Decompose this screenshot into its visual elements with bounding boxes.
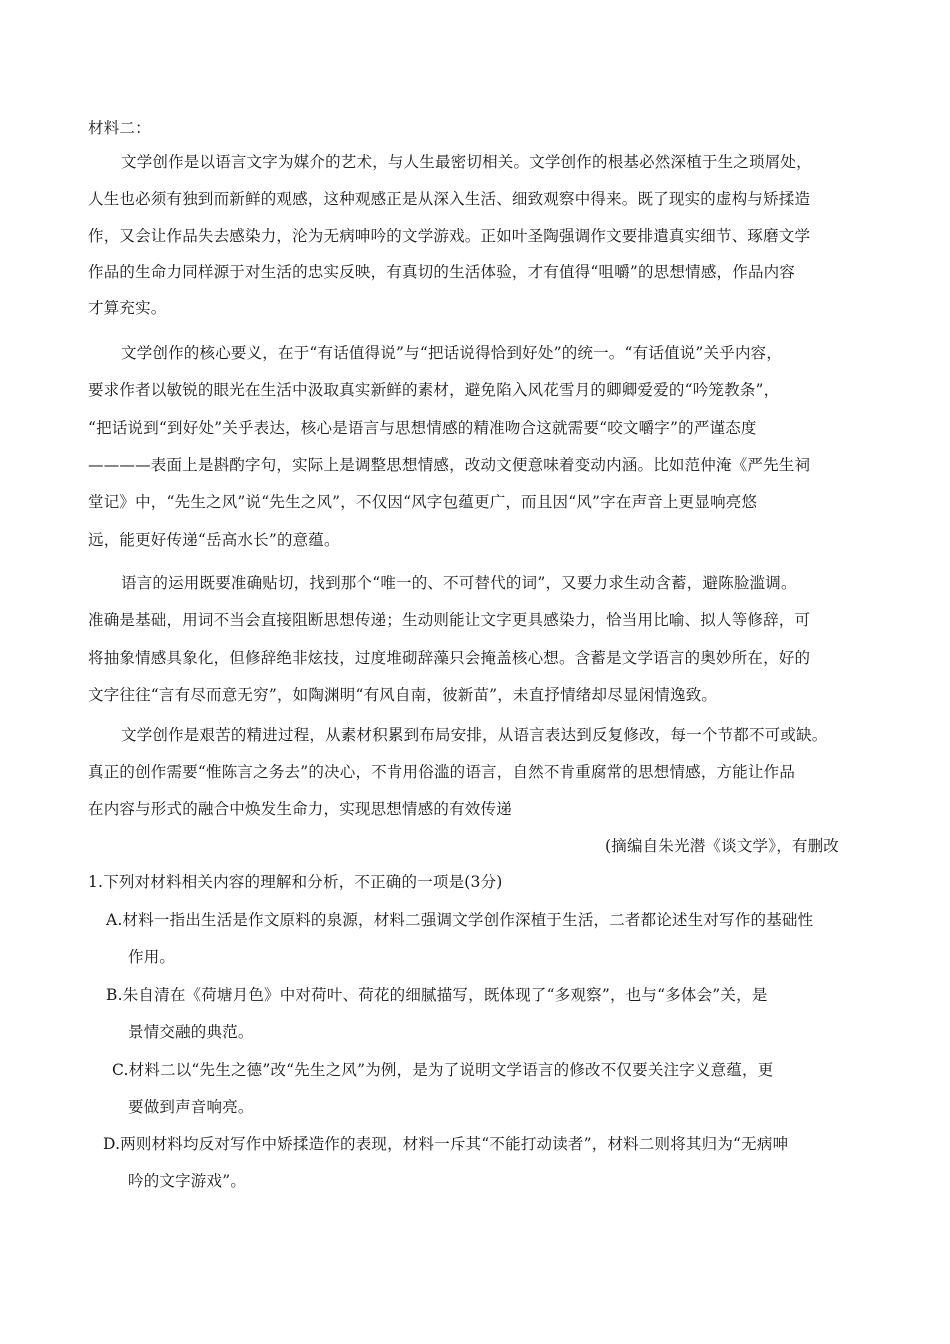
option-line: 吟的文字游戏”。 [128,1172,247,1190]
option-line: 景情交融的典范。 [128,1023,254,1041]
source-citation: (摘编自朱光潜《谈文学》，有删改 [605,837,839,855]
material-heading: 材料二： [88,119,151,137]
paragraph-line: 准确是基础，用词不当会直接阻断思想传递；生动则能让文字更具感染力，恰当用比喻、拟人等修辞，可 [88,611,811,629]
paragraph-line: 堂记》中，“先生之风”说“先生之风”，不仅因“风字包蕴更广，而且因“风”字在声音上更显响亮悠 [88,493,758,511]
paragraph-line: 文学创作的核心要义，在于“有话值得说”与“把话说得恰到好处”的统一。“有话值说”关乎内容， [121,344,783,362]
option-line: C.材料二以“先生之德”改“先生之风”为例，是为了说明文学语言的修改不仅要关注字义意蕴，更 [112,1061,774,1079]
option-line: B.朱自清在《荷塘月色》中对荷叶、荷花的细腻描写，既体现了“多观察”，也与“多体会”关，是 [106,986,768,1004]
paragraph-line: 作品的生命力同样源于对生活的忠实反映，有真切的生活体验，才有值得“咀嚼”的思想情感，作品内容 [88,263,796,281]
paragraph-line: 作，又会让作品失去感染力，沦为无病呻吟的文学游戏。正如叶圣陶强调作文要排遣真实细节、琢磨文学 [88,227,811,245]
paragraph-line: 远，能更好传递“岳高水长”的意蕴。 [88,531,340,549]
paragraph-line: 在内容与形式的融合中焕发生命力，实现思想情感的有效传递 [88,800,512,818]
paragraph-line: ————表面上是斟酌字句，实际上是调整思想情感，改动文便意味着变动内涵。比如范仲淹《严先生祠 [88,456,811,474]
option-line: 要做到声音响亮。 [128,1098,254,1116]
paragraph-line: 将抽象情感具象化，但修辞绝非炫技，过度堆砌辞藻只会掩盖核心想。含蓄是文学语言的奥妙所在，好的 [88,649,811,667]
paragraph-line: 人生也必须有独到而新鲜的观感，这种观感正是从深入生活、细致观察中得来。既了现实的虚构与矫揉造 [88,190,811,208]
paragraph-line: “把话说到“到好处”关乎表达，核心是语言与思想情感的精准吻合这就需要“咬文嚼字”的严谨态度 [88,419,757,437]
option-line: A.材料一指出生活是作文原料的泉源，材料二强调文学创作深植于生活，二者都论述生对写作的基础性 [106,911,814,929]
paragraph-line: 文学创作是以语言文字为媒介的艺术，与人生最密切相关。文学创作的根基必然深植于生之琐屑处， [121,153,812,171]
paragraph-line: 文学创作是艰苦的精进过程，从素材积累到布局安排，从语言表达到反复修改，每一个节都不可或缺。 [121,726,828,744]
paragraph-line: 真正的创作需要“惟陈言之务去”的决心，不肯用俗滥的语言，自然不肯重腐常的思想情感，方能让作品 [88,763,796,781]
question-stem: 1.下列对材料相关内容的理解和分析，不正确的一项是(3分) [88,873,503,891]
paragraph-line: 文字往往“言有尽而意无穷”，如陶渊明“有风自南，彼新苗”，未直抒情绪却尽显闲情逸致。 [88,686,718,704]
paragraph-line: 语言的运用既要准确贴切，找到那个“唯一的、不可替代的词”，又要力求生动含蓄，避陈脸滥调。 [121,574,797,592]
paragraph-line: 才算充实。 [88,299,167,317]
paragraph-line: 要求作者以敏锐的眼光在生活中汲取真实新鲜的素材，避免陷入风花雪月的卿卿爱爱的“吟笼教条”， [88,381,780,399]
option-line: D.两则材料均反对写作中矫揉造作的表现，材料一斥其“不能打动读者”，材料二则将其归为“无病呻 [103,1135,789,1153]
option-line: 作用。 [128,948,176,966]
